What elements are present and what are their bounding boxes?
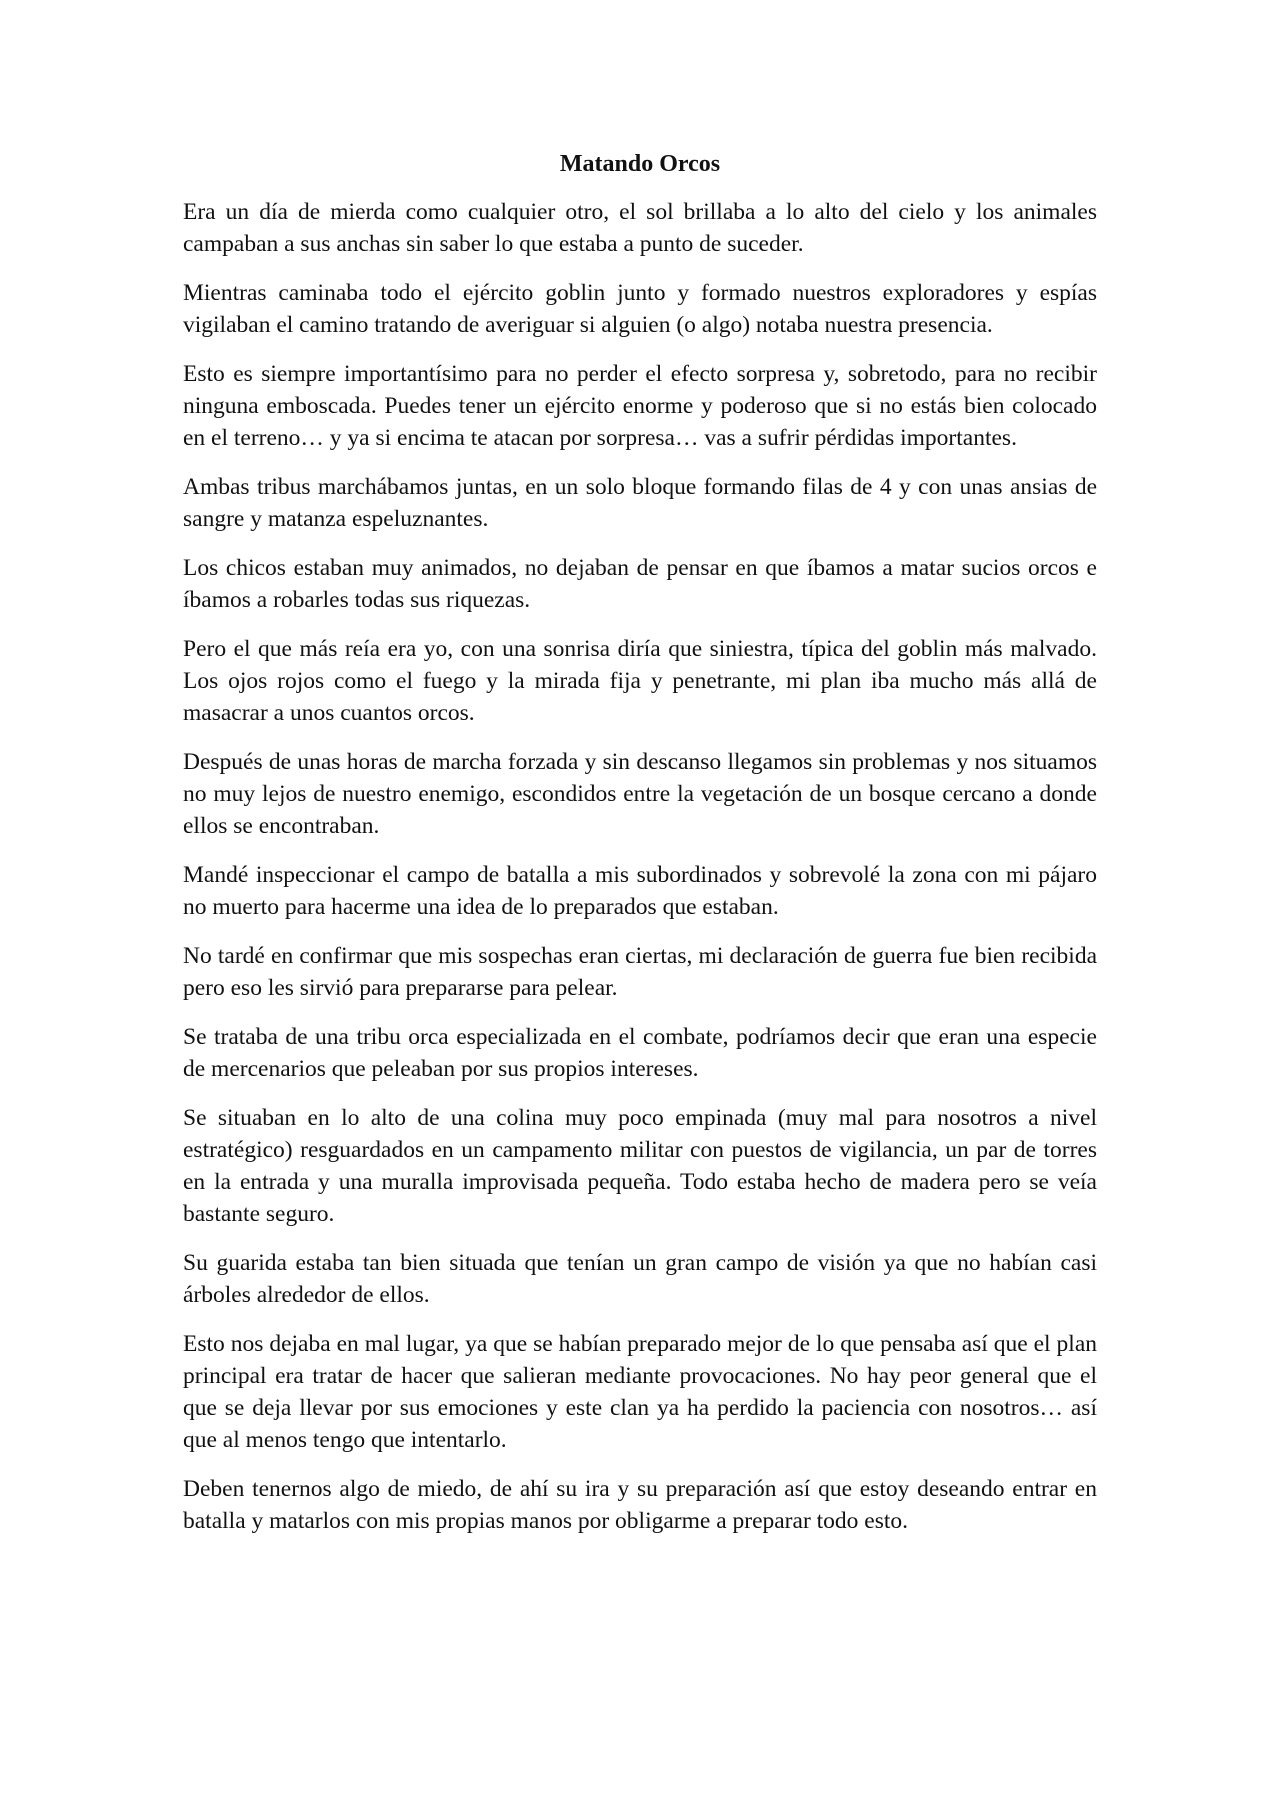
paragraph: Esto es siempre importantísimo para no perder el efecto sorpresa y, sobretodo, para no recibir ninguna emboscada. Puedes tener un ejército enorme y poderoso que si no estás bien colocado en el terreno… y ya si encima te atacan por sorpresa… vas a sufrir pérdidas importantes.: [183, 361, 1097, 451]
paragraph: Pero el que más reía era yo, con una sonrisa diría que siniestra, típica del goblin más malvado. Los ojos rojos como el fuego y la mirada fija y penetrante, mi plan iba mucho más allá de masacrar a unos cuantos orcos.: [183, 636, 1097, 726]
paragraph: Se trataba de una tribu orca especializada en el combate, podríamos decir que eran una especie de mercenarios que peleaban por sus propios intereses.: [183, 1024, 1097, 1082]
paragraph: Deben tenernos algo de miedo, de ahí su ira y su preparación así que estoy deseando entrar en batalla y matarlos con mis propias manos por obligarme a preparar todo esto.: [183, 1476, 1097, 1534]
document-page: [183, 148, 1097, 1554]
document-title: Matando Orcos: [559, 151, 721, 177]
paragraph: Su guarida estaba tan bien situada que tenían un gran campo de visión ya que no habían casi árboles alrededor de ellos.: [183, 1250, 1097, 1308]
paragraph: Mandé inspeccionar el campo de batalla a mis subordinados y sobrevolé la zona con mi pájaro no muerto para hacerme una idea de lo preparados que estaban.: [183, 862, 1097, 920]
paragraph: Ambas tribus marchábamos juntas, en un solo bloque formando filas de 4 y con unas ansias de sangre y matanza espeluznantes.: [183, 474, 1097, 532]
paragraph: Esto nos dejaba en mal lugar, ya que se habían preparado mejor de lo que pensaba así que el plan principal era tratar de hacer que salieran mediante provocaciones. No hay peor general que el que se deja llevar por sus emociones y este clan ya ha perdido la paciencia con nosotros… así que al menos tengo que intentarlo.: [183, 1331, 1097, 1453]
paragraph: No tardé en confirmar que mis sospechas eran ciertas, mi declaración de guerra fue bien recibida pero eso les sirvió para prepararse para pelear.: [183, 943, 1097, 1001]
paragraph: Mientras caminaba todo el ejército goblin junto y formado nuestros exploradores y espías vigilaban el camino tratando de averiguar si alguien (o algo) notaba nuestra presencia.: [183, 280, 1097, 338]
paragraph: Era un día de mierda como cualquier otro, el sol brillaba a lo alto del cielo y los animales campaban a sus anchas sin saber lo que estaba a punto de suceder.: [183, 199, 1097, 257]
paragraph: Se situaban en lo alto de una colina muy poco empinada (muy mal para nosotros a nivel estratégico) resguardados en un campamento militar con puestos de vigilancia, un par de torres en la entrada y una muralla improvisada pequeña. Todo estaba hecho de madera pero se veía bastante seguro.: [183, 1105, 1097, 1227]
paragraph: Los chicos estaban muy animados, no dejaban de pensar en que íbamos a matar sucios orcos e íbamos a robarles todas sus riquezas.: [183, 555, 1097, 613]
paragraph: Después de unas horas de marcha forzada y sin descanso llegamos sin problemas y nos situamos no muy lejos de nuestro enemigo, escondidos entre la vegetación de un bosque cercano a donde ellos se encontraban.: [183, 749, 1097, 839]
